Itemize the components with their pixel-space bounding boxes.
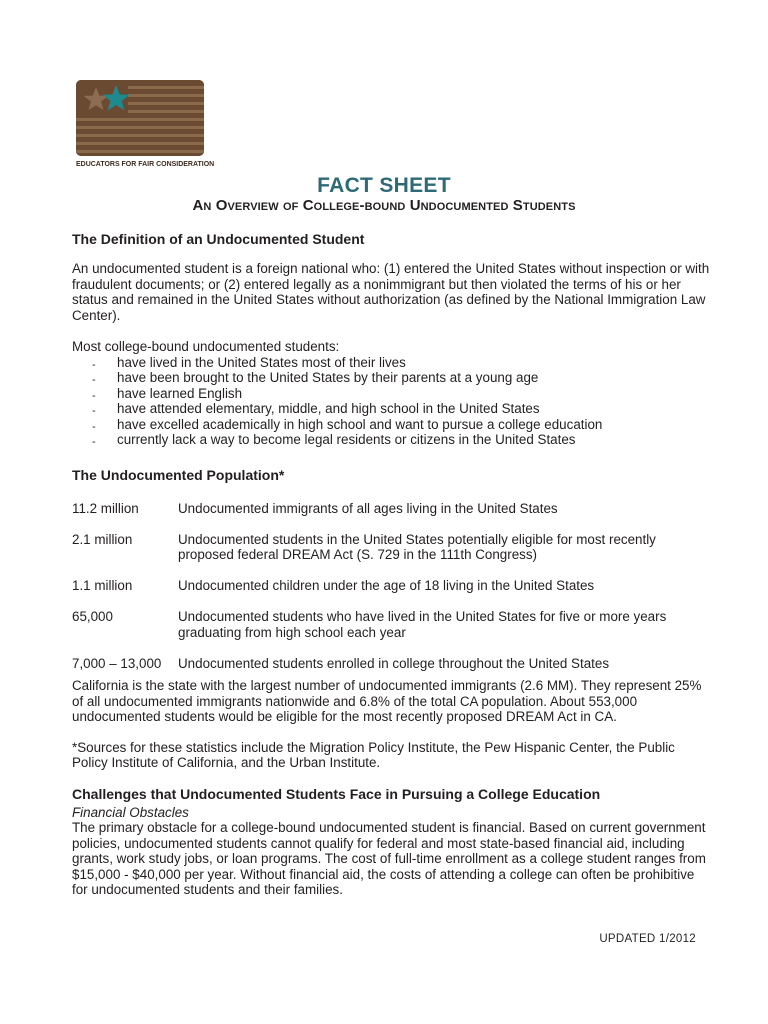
sources-note: *Sources for these statistics include the Migration Policy Institute, the Pew Hispanic Center, the Public Policy Institute of California, and the Urban Institute. [72, 739, 675, 770]
list-item-text: have excelled academically in high school and want to pursue a college education [117, 416, 603, 432]
bullet-dash: - [92, 436, 96, 448]
bullet-intro: Most college-bound undocumented students: [72, 339, 340, 354]
stat-number: 7,000 – 13,000 [72, 655, 162, 671]
logo-caption: EDUCATORS FOR FAIR CONSIDERATION [76, 159, 215, 168]
list-item-text: have been brought to the United States by their parents at a young age [117, 370, 539, 385]
page-subtitle: An Overview of College-bound Undocumented Students [192, 197, 576, 214]
bullet-dash: - [92, 420, 96, 433]
bullet-dash: - [92, 389, 96, 402]
financial-paragraph: The primary obstacle for a college-bound undocumented student is financial. Based on current government policies, undocumented students cannot qualify for federal and most state-based financial aid, including grants, work study jobs, or loan programs. The cost of full-time enrollment as a college student ranges from $15,000 - $40,000 per year. Without financial aid, the costs of attending a college can often be prohibitive for undocumented students and their families. [72, 820, 706, 897]
list-item-text: have lived in the United States most of their lives [117, 354, 406, 370]
list-item [92, 386, 712, 402]
stat-description: Undocumented children under the age of 18 living in the United States [178, 578, 595, 593]
population-stats [72, 501, 712, 672]
list-item-text: have attended elementary, middle, and high school in the United States [117, 401, 540, 416]
list-item [92, 417, 712, 433]
stat-row [72, 578, 712, 594]
population-heading: The Undocumented Population* [72, 466, 285, 483]
stat-row [72, 501, 712, 517]
updated-date: UPDATED 1/2012 [599, 933, 696, 945]
flag-logo-icon [76, 80, 204, 156]
bullet-dash: - [92, 358, 96, 371]
page-title: FACT SHEET [317, 174, 451, 197]
list-item-text: currently lack a way to become legal residents or citizens in the United States [117, 432, 576, 447]
stat-number: 11.2 million [72, 500, 139, 516]
stat-description: Undocumented students enrolled in college throughout the United States [178, 655, 610, 671]
financial-obstacles-heading: Financial Obstacles [72, 804, 189, 820]
stat-row [72, 656, 712, 672]
challenges-heading: Challenges that Undocumented Students Face in Pursuing a College Education [72, 785, 601, 802]
list-item [92, 370, 712, 386]
e4fc-logo [76, 80, 215, 168]
definition-heading: The Definition of an Undocumented Student [72, 231, 365, 247]
stat-number: 2.1 million [72, 531, 133, 547]
list-item [92, 355, 712, 371]
main-content [72, 228, 712, 898]
list-item [92, 401, 712, 417]
stat-number: 65,000 [72, 609, 113, 624]
stat-description: Undocumented students in the United States potentially eligible for most recently proposed federal DREAM Act (S. 729 in the 111th Congress) [178, 531, 656, 562]
list-item [92, 432, 712, 448]
stat-description: Undocumented students who have lived in the United States for five or more years graduating from high school each year [178, 609, 667, 640]
stat-row [72, 532, 712, 563]
california-paragraph: California is the state with the largest number of undocumented immigrants (2.6 MM). They represent 25% of all undocumented immigrants nationwide and 6.8% of the total CA population. About 553,000 undocumented students would be eligible for the most recently proposed DREAM Act in CA. [72, 678, 702, 724]
definition-paragraph: An undocumented student is a foreign national who: (1) entered the United States without inspection or with fraudulent documents; or (2) entered legally as a nonimmigrant but then violated the terms of his or her status and remained in the United States without authorization (as defined by the National Immigration Law Center). [72, 261, 710, 323]
stat-row [72, 609, 712, 640]
stat-description: Undocumented immigrants of all ages living in the United States [178, 500, 558, 516]
stat-number: 1.1 million [72, 578, 133, 593]
bullet-dash: - [92, 374, 96, 386]
student-traits-list [72, 355, 712, 448]
list-item-text: have learned English [117, 385, 243, 401]
bullet-dash: - [92, 405, 96, 417]
